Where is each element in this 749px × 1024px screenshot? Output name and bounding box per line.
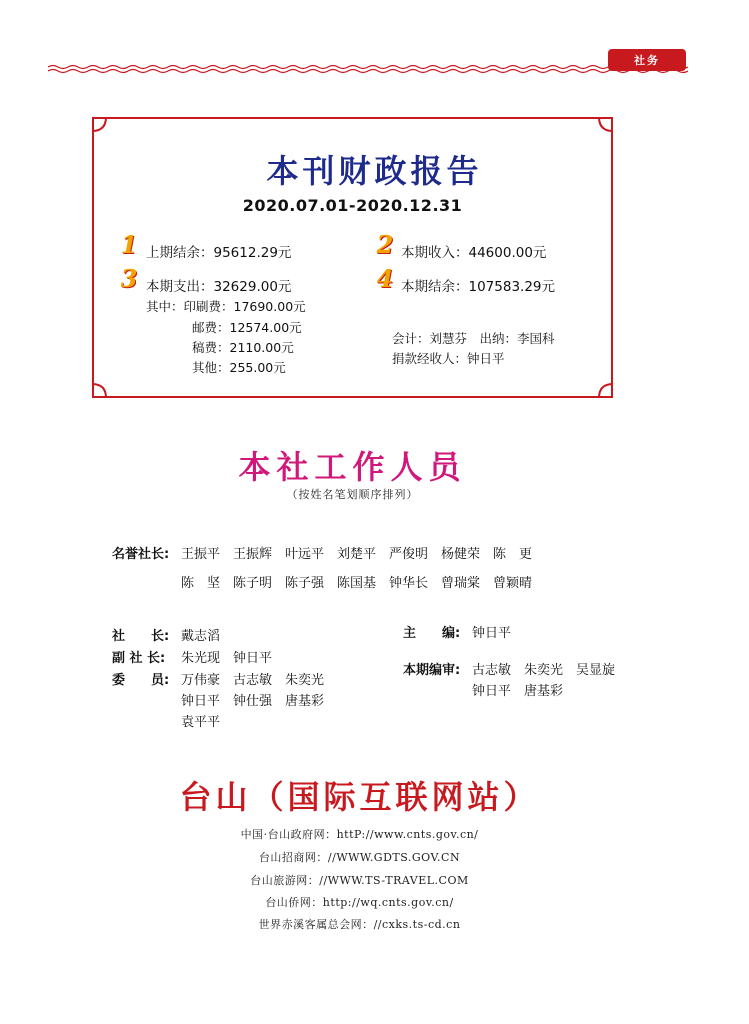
honorary-president-row: 陈 坚 陈子明 陈子强 陈国基 钟华长 曾瑞棠 曾颖晴 [181,576,533,591]
vice-president-names: 朱光现 钟日平 [181,651,273,666]
committee-row: 袁平平 [181,715,221,730]
issue-editor-row: 古志敏 朱奕光 吴显旋 [472,663,616,678]
item-number: 3 [120,264,138,293]
section-tag: 社务 [608,49,686,71]
issue-editor-row: 钟日平 唐基彩 [472,684,564,699]
previous-balance: 上期结余：95612.29元 [146,245,292,261]
item-number: 4 [376,264,394,293]
expense-printing: 其中：印刷费：17690.00元 [146,299,306,314]
signature-donation-receiver: 捐款经收人：钟日平 [392,351,505,366]
honorary-president-label: 名誉社长: [112,547,170,562]
issue-editor-label: 本期编审: [403,663,461,678]
header-wave-divider [48,62,688,76]
president-name: 戴志滔 [181,629,221,644]
committee-row: 万伟豪 古志敏 朱奕光 [181,673,325,688]
item-number: 2 [376,230,394,259]
current-expense: 本期支出：32629.00元 [146,279,292,295]
editor-name: 钟日平 [472,626,512,641]
expense-other: 其他：255.00元 [192,360,286,375]
staff-title: 本社工作人员 [238,448,467,486]
website-link[interactable]: 台山招商网：//WWW.GDTS.GOV.CN [258,851,461,864]
expense-manuscript: 稿费：2110.00元 [192,340,294,355]
honorary-president-row: 王振平 王振辉 叶远平 刘楚平 严俊明 杨健荣 陈 更 [181,547,533,562]
staff-subtitle: （按姓名笔划顺序排列） [286,488,419,501]
websites-title: 台山（国际互联网站） [179,778,540,816]
website-link[interactable]: 台山旅游网：//WWW.TS-TRAVEL.COM [250,874,469,887]
president-label: 社 长: [112,629,170,644]
vice-president-label: 副 社 长: [112,651,166,666]
finance-title: 本刊财政报告 [266,152,483,190]
item-number: 1 [120,230,138,259]
website-link[interactable]: 世界赤溪客属总会网：//cxks.ts-cd.cn [258,918,461,931]
committee-row: 钟日平 钟仕强 唐基彩 [181,694,325,709]
website-link[interactable]: 中国·台山政府网：httP://www.cnts.gov.cn/ [240,828,479,841]
editor-label: 主 编: [403,626,461,641]
finance-period: 2020.07.01-2020.12.31 [242,196,463,215]
expense-postage: 邮费：12574.00元 [192,320,302,335]
website-link[interactable]: 台山侨网：http://wq.cnts.gov.cn/ [265,896,454,909]
current-balance: 本期结余：107583.29元 [401,279,556,295]
signature-accountants: 会计：刘慧芬 出纳：李国科 [392,331,555,346]
committee-label: 委 员: [112,673,170,688]
current-income: 本期收入：44600.00元 [401,245,547,261]
